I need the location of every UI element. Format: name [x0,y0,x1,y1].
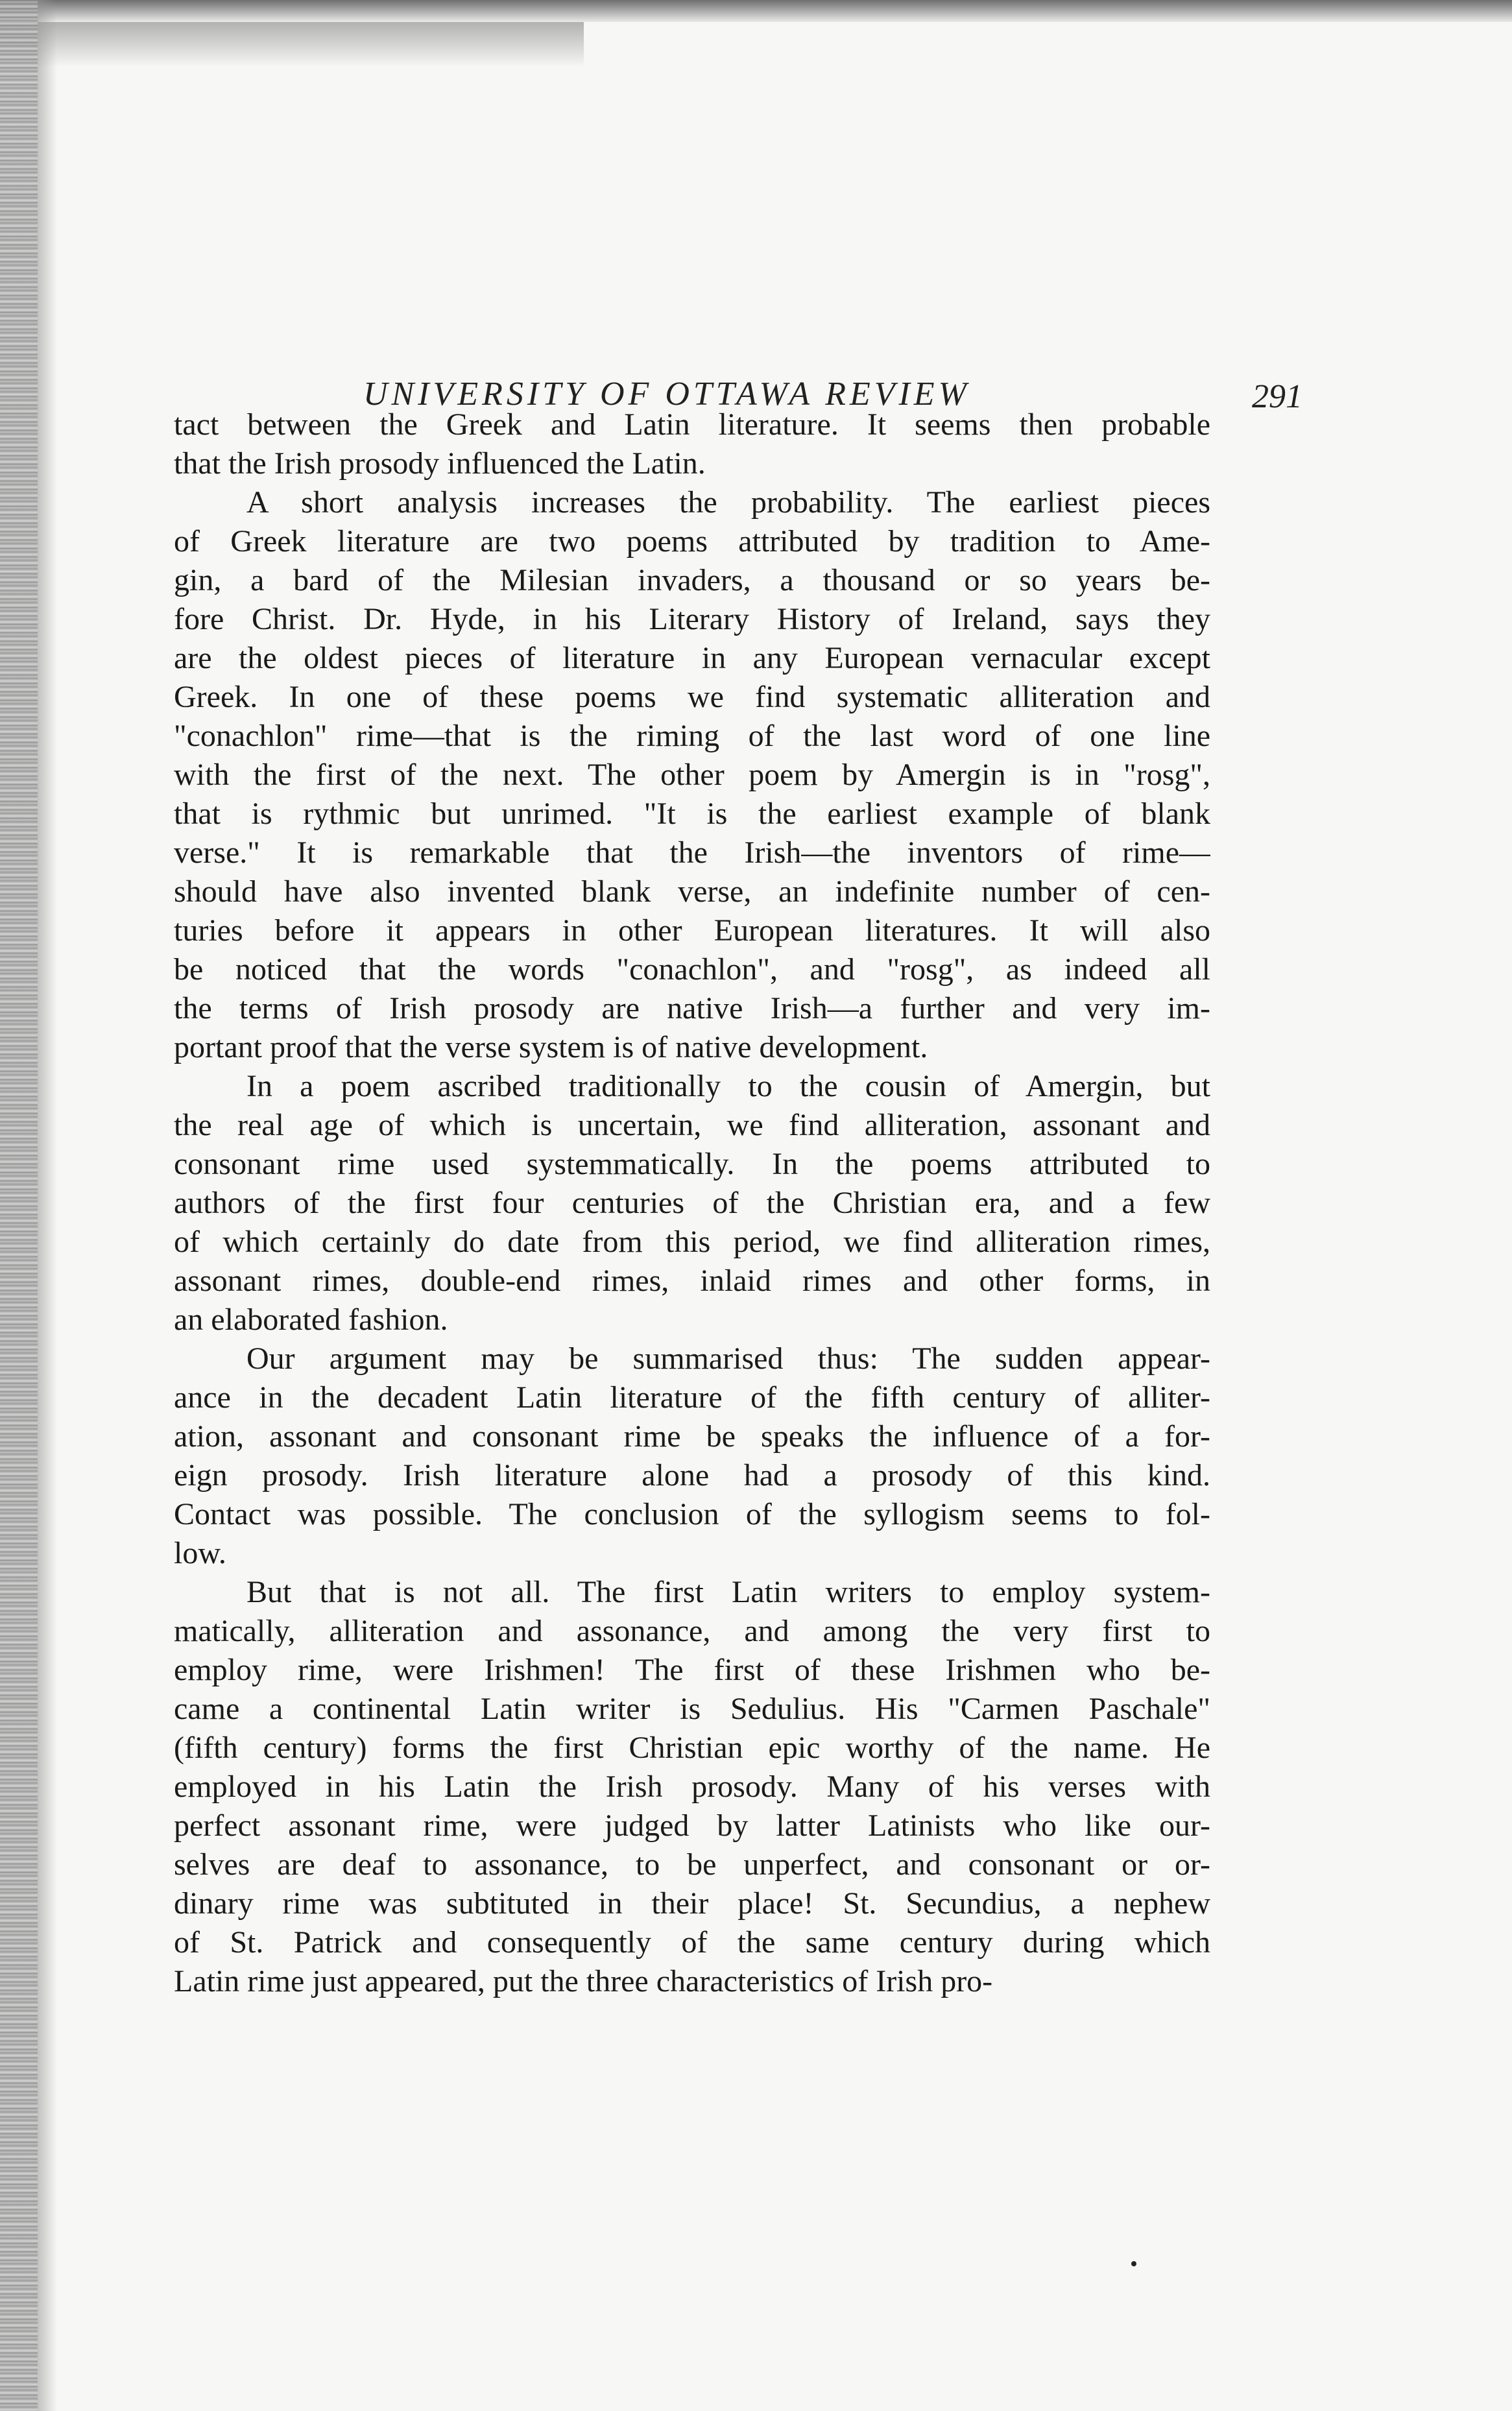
text-line: turies before it appears in other European literatures. It will also [174,913,1210,948]
running-head: UNIVERSITY OF OTTAWA REVIEW [363,376,970,413]
text-line: should have also invented blank verse, an indefinite number of cen- [174,874,1210,909]
scan-top-shadow [0,22,584,67]
text-line: are the oldest pieces of literature in any European vernacular except [174,641,1210,675]
text-line: verse." It is remarkable that the Irish—the inventors of rime— [174,835,1210,870]
scan-binding-shadow [38,0,57,2411]
text-line: A short analysis increases the probability. The earliest pieces [246,485,1210,520]
paragraph [174,1573,1210,2001]
text-line: employ rime, were Irishmen! The first of these Irishmen who be- [174,1653,1210,1687]
text-line: the real age of which is uncertain, we find alliteration, assonant and [174,1108,1210,1142]
text-line: of which certainly do date from this period, we find alliteration rimes, [174,1225,1210,1259]
text-line: But that is not all. The first Latin writers to employ system- [246,1575,1210,1609]
text-line: Greek. In one of these poems we find systematic alliteration and [174,680,1210,714]
text-line: of Greek literature are two poems attributed by tradition to Ame- [174,524,1210,558]
text-line: Contact was possible. The conclusion of the syllogism seems to fol- [174,1497,1210,1531]
text-line: gin, a bard of the Milesian invaders, a thousand or so years be- [174,563,1210,597]
body-text [174,405,1210,2001]
text-line: the terms of Irish prosody are native Irish—a further and very im- [174,991,1210,1026]
paragraph [174,483,1210,1067]
text-line: ation, assonant and consonant rime be speaks the influence of a for- [174,1419,1210,1454]
text-line: tact between the Greek and Latin literature. It seems then probable [174,407,1210,442]
text-line: Latin rime just appeared, put the three characteristics of Irish pro- [174,1964,993,1998]
text-line: with the first of the next. The other poem by Amergin is in "rosg", [174,758,1210,792]
text-line: fore Christ. Dr. Hyde, in his Literary History of Ireland, says they [174,602,1210,636]
text-line: of St. Patrick and consequently of the same century during which [174,1925,1210,1960]
text-line: authors of the first four centuries of the Christian era, and a few [174,1186,1210,1220]
text-line: selves are deaf to assonance, to be unperfect, and consonant or or- [174,1847,1210,1882]
text-line: that the Irish prosody influenced the Latin. [174,446,706,481]
scan-binding-edge [0,0,38,2411]
text-line: ance in the decadent Latin literature of the fifth century of alliter- [174,1380,1210,1415]
text-line: eign prosody. Irish literature alone had a prosody of this kind. [174,1458,1210,1493]
text-line: Our argument may be summarised thus: The sudden appear- [246,1341,1210,1376]
scan-top-edge [0,0,1512,22]
paragraph [174,1339,1210,1573]
paragraph [174,1067,1210,1339]
text-line: consonant rime used systemmatically. In the poems attributed to [174,1147,1210,1181]
paragraph [174,405,1210,483]
text-line: assonant rimes, double-end rimes, inlaid rimes and other forms, in [174,1264,1210,1298]
text-line: In a poem ascribed traditionally to the cousin of Amergin, but [246,1069,1210,1103]
stray-mark [1131,2261,1136,2266]
text-line: perfect assonant rime, were judged by latter Latinists who like our- [174,1808,1210,1843]
page-number: 291 [1252,378,1302,415]
text-line: "conachlon" rime—that is the riming of the last word of one line [174,719,1210,753]
text-line: dinary rime was subtituted in their place! St. Secundius, a nephew [174,1886,1210,1921]
text-line: that is rythmic but unrimed. "It is the earliest example of blank [174,797,1210,831]
text-line: came a continental Latin writer is Sedulius. His "Carmen Paschale" [174,1692,1210,1726]
text-line: an elaborated fashion. [174,1302,448,1337]
text-line: employed in his Latin the Irish prosody. Many of his verses with [174,1769,1210,1804]
text-line: be noticed that the words "conachlon", and "rosg", as indeed all [174,952,1210,987]
text-line: matically, alliteration and assonance, and among the very first to [174,1614,1210,1648]
text-line: portant proof that the verse system is of native development. [174,1030,928,1064]
text-line: low. [174,1536,226,1570]
text-line: (fifth century) forms the first Christian epic worthy of the name. He [174,1731,1210,1765]
